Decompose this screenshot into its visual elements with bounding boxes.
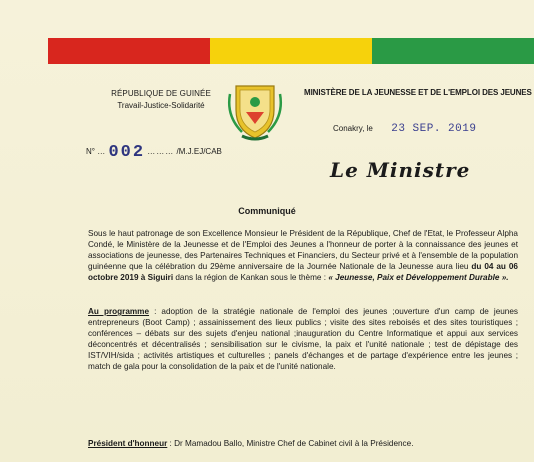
- reference-dots-2: ………: [147, 147, 175, 156]
- honorary-president-label: Président d'honneur: [88, 439, 168, 448]
- city-date-label: Conakry, le: [333, 124, 373, 133]
- paragraph-program: [88, 306, 518, 372]
- program-label: Au programme: [88, 307, 150, 316]
- guinea-flag-band: [48, 38, 534, 64]
- ministry-name: MINISTÈRE DE LA JEUNESSE ET DE L'EMPLOI DES JEUNES: [304, 88, 532, 97]
- honorary-president-text: : Dr Mamadou Ballo, Ministre Chef de Cabinet civil à la Présidence.: [167, 439, 414, 448]
- flag-red-stripe: [48, 38, 210, 64]
- document-title: Communiqué: [238, 206, 296, 216]
- date-line: [333, 123, 476, 135]
- republic-header: [96, 88, 226, 112]
- flag-yellow-stripe: [210, 38, 372, 64]
- paragraph-intro: [88, 228, 518, 283]
- event-theme: « Jeunesse, Paix et Développement Durable ».: [328, 273, 509, 282]
- paragraph-honorary-president: [88, 438, 518, 449]
- intro-text-2: dans la région de Kankan sous le thème :: [175, 273, 327, 282]
- intro-text: Sous le haut patronage de son Excellence Monsieur le Président de la République, Chef de l'Etat, le Professeur Alpha Condé, le Ministère de la Jeunesse et de l'Emploi des Jeunes a l'honneur de porter à la connaissance des jeunes et associations de jeunesse, des Partenaires Techniques et Financiers, du Secteur privé et à l'ensemble de la population guinéenne que la célébration du 29ème anniversaire de la Journée Nationale de la Jeunesse aura lieu: [88, 229, 518, 271]
- date-stamp: 23 SEP. 2019: [391, 123, 477, 135]
- national-motto: Travail-Justice-Solidarité: [117, 101, 205, 110]
- republic-name: RÉPUBLIQUE DE GUINÉE: [111, 89, 211, 98]
- signatory-title: Le Ministre: [330, 158, 471, 182]
- event-dates: du 04 au 06 octobre 2019 à Siguiri: [88, 262, 518, 282]
- reference-stamp-number: 002: [108, 143, 146, 162]
- reference-dots: …: [97, 147, 107, 156]
- reference-suffix: /M.J.EJ/CAB: [176, 147, 222, 156]
- program-text: : adoption de la stratégie nationale de l'emploi des jeunes ;ouverture d'un camp de jeunes entrepreneurs (Boot Camp) ; assainissement des lieux publics ; visite des sites reboisés et des sites touristiques ; conférences – débats sur des sujets d'enjeu national ;inauguration du Centre Informatique et appui aux services déconcentrés et décentralisés ; sensibilisation sur le civisme, la paix et l'unité nationale ; test de dépistage des IST/VIH/sida ; activités artistiques et culturelles ; panels d'échanges et de partage d'expérience entre les jeunes ; match de gala pour la consolidation de la paix et de l'unité nationale.: [88, 307, 518, 371]
- coat-of-arms-icon: [222, 80, 288, 144]
- reference-prefix: N°: [86, 147, 95, 156]
- flag-green-stripe: [372, 38, 534, 64]
- reference-number: [86, 143, 222, 162]
